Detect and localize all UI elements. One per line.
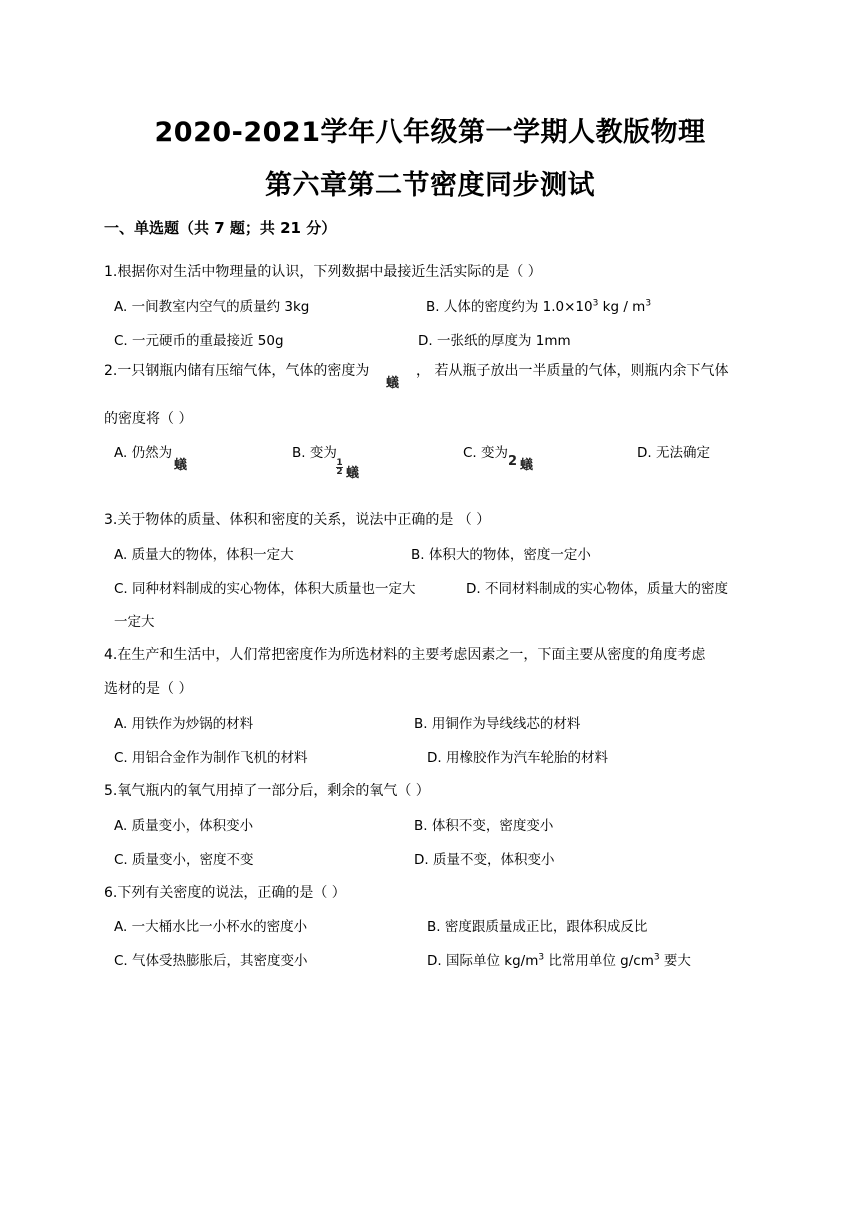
question-6-option-d: D. 国际单位 $kg/m^3$ 比常用单位 $g/cm^3$ 要大 — [427, 952, 691, 969]
question-1-option-b: B. 人体的密度约为 $1.0\times 10^3$ kg / $m^3$ — [426, 298, 652, 315]
question-4-option-a: A. 用铁作为炒锅的材料 — [114, 716, 254, 732]
question-2-option-a: A. 仍然为 — [114, 445, 173, 461]
doc-title-line1: 2020-2021学年八年级第一学期人教版物理 — [154, 117, 706, 148]
question-4-stem-line1: 4.在生产和生活中，人们常把密度作为所选材料的主要考虑因素之一，下面主要从密度的角度考虑 — [104, 647, 706, 663]
question-2-stem-line2: 的密度将（ ） — [104, 411, 193, 427]
question-2-stem-part1: 2.一只钢瓶内储有压缩气体，气体的密度为 — [104, 363, 370, 379]
fraction-bar: 2 — [336, 467, 343, 477]
rho-symbol: 蟻 — [346, 466, 360, 481]
question-4-stem-line2: 选材的是（ ） — [104, 681, 193, 697]
question-3-option-d: D. 不同材料制成的实心物体，质量大的密度 — [466, 581, 728, 597]
section-heading: 一、单选题（共 7 题；共 21 分） — [104, 219, 337, 237]
question-5-option-d: D. 质量不变，体积变小 — [414, 852, 555, 868]
question-2-stem-part2: ， 若从瓶子放出一半质量的气体，则瓶内余下气体 — [416, 363, 729, 379]
rho-symbol: 蟻 — [520, 458, 534, 473]
question-1-option-a: A. 一间教室内空气的质量约 3kg — [114, 299, 310, 315]
question-6-option-a: A. 一大桶水比一小杯水的密度小 — [114, 919, 308, 935]
question-5-option-c: C. 质量变小，密度不变 — [114, 852, 254, 868]
question-3-option-a: A. 质量大的物体，体积一定大 — [114, 547, 294, 563]
question-6-option-c: C. 气体受热膨胀后，其密度变小 — [114, 953, 308, 969]
question-6-stem: 6.下列有关密度的说法，正确的是（ ） — [104, 885, 346, 901]
rho-symbol: 蟻 — [386, 376, 400, 391]
question-5-option-b: B. 体积不变，密度变小 — [414, 818, 554, 834]
question-4-option-b: B. 用铜作为导线线芯的材料 — [414, 716, 581, 732]
question-6-option-b: B. 密度跟质量成正比，跟体积成反比 — [427, 919, 648, 935]
question-3-stem: 3.关于物体的质量、体积和密度的关系，说法中正确的是 （ ） — [104, 512, 491, 528]
question-3-option-c: C. 同种材料制成的实心物体，体积大质量也一定大 — [114, 581, 416, 597]
question-1-option-c: C. 一元硬币的重最接近 50g — [114, 333, 284, 349]
coefficient-two: 2 — [508, 454, 518, 469]
question-4-option-c: C. 用铝合金作为制作飞机的材料 — [114, 750, 308, 766]
question-3-option-b: B. 体积大的物体，密度一定小 — [411, 547, 591, 563]
question-4-option-d: D. 用橡胶作为汽车轮胎的材料 — [427, 750, 608, 766]
question-5-stem: 5.氧气瓶内的氧气用掉了一部分后，剩余的氧气（ ） — [104, 783, 430, 799]
question-2-option-b: B. 变为 — [292, 445, 337, 461]
one-half-fraction: $\frac{1}{2}$ — [336, 458, 343, 477]
question-3-option-d-continued: 一定大 — [114, 614, 155, 630]
question-1-stem: 1.根据你对生活中物理量的认识，下列数据中最接近生活实际的是（ ） — [104, 264, 542, 280]
question-5-option-a: A. 质量变小，体积变小 — [114, 818, 254, 834]
doc-title-line2: 第六章第二节密度同步测试 — [265, 170, 595, 201]
question-2-option-c: C. 变为 — [463, 445, 509, 461]
question-1-option-d: D. 一张纸的厚度为 1mm — [418, 333, 571, 349]
question-2-option-d: D. 无法确定 — [637, 445, 710, 461]
rho-symbol: 蟻 — [174, 458, 188, 473]
